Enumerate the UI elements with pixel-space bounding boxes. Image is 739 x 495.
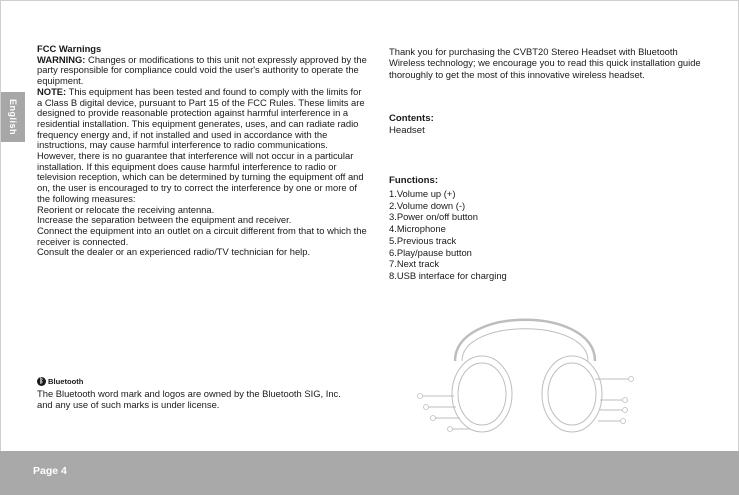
function-item: 6.Play/pause button	[389, 246, 472, 258]
fcc-measure: Consult the dealer or an experienced radio/TV technician for help.	[37, 246, 311, 258]
language-tab	[1, 92, 25, 142]
function-item: 2.Volume down (-)	[389, 199, 466, 211]
function-item: 1.Volume up (+)	[389, 188, 456, 199]
fcc-measure: Increase the separation between the equipment and receiver.	[37, 214, 292, 226]
fcc-measure: Reorient or relocate the receiving antenna.	[37, 203, 215, 215]
functions-list	[389, 188, 507, 282]
footer-bar	[0, 451, 739, 495]
fcc-section	[37, 44, 367, 258]
note-text: This equipment has been tested and found to comply with the limits for a Class B digital device, pursuant to Part 15 of the FCC Rules. These limits are designed to provide reasonable protection against harmful interference in a residential installation. This equipment generates, uses, and can radiate radio frequency energy and, if not installed and used in accordance with the instructions, may cause harmful interference to radio communications. However, there is no guarantee that interference will not occur in a particular installation. If this equipment does cause harmful interference to radio or television reception, which can be determined by turning the equipment off and on, the user is encouraged to try to correct the interference by one or more of the following measures:	[37, 85, 365, 204]
note-label: NOTE:	[37, 85, 67, 97]
function-item: 5.Previous track	[389, 234, 457, 246]
warning-label: WARNING:	[37, 53, 86, 65]
warning-text: Changes or modifications to this unit not expressly approved by the party responsible for compliance could void the user's authority to operate the equipment.	[37, 53, 367, 87]
function-item: 8.USB interface for charging	[389, 269, 507, 281]
intro-text: Thank you for purchasing the CVBT20 Stereo Headset with Bluetooth Wireless technology; we encourage you to read this quick installation guide thoroughly to get the most of this innovative wireless headset.	[389, 46, 701, 80]
function-item: 3.Power on/off button	[389, 211, 478, 223]
intro-section	[389, 46, 709, 80]
page-number: Page 4	[33, 465, 67, 477]
contents-title: Contents:	[389, 113, 434, 124]
fcc-note	[37, 87, 367, 205]
bluetooth-notice: The Bluetooth word mark and logos are owned by the Bluetooth SIG, Inc. and any use of such marks is under license.	[37, 388, 341, 411]
fcc-title: FCC Warnings	[37, 43, 102, 54]
function-item: 4.Microphone	[389, 223, 446, 235]
contents-item: Headset	[389, 125, 425, 136]
bluetooth-logo-text: Bluetooth	[48, 376, 84, 386]
bluetooth-logo	[37, 376, 83, 386]
function-item: 7.Next track	[389, 258, 440, 270]
fcc-warning	[37, 55, 367, 87]
fcc-measure: Connect the equipment into an outlet on a circuit different from that to which the receiver is connected.	[37, 224, 367, 247]
language-tab-label: English	[8, 98, 18, 136]
bluetooth-icon: ᛒ	[37, 377, 46, 386]
functions-title: Functions:	[389, 175, 439, 186]
headset-illustration	[410, 306, 640, 438]
